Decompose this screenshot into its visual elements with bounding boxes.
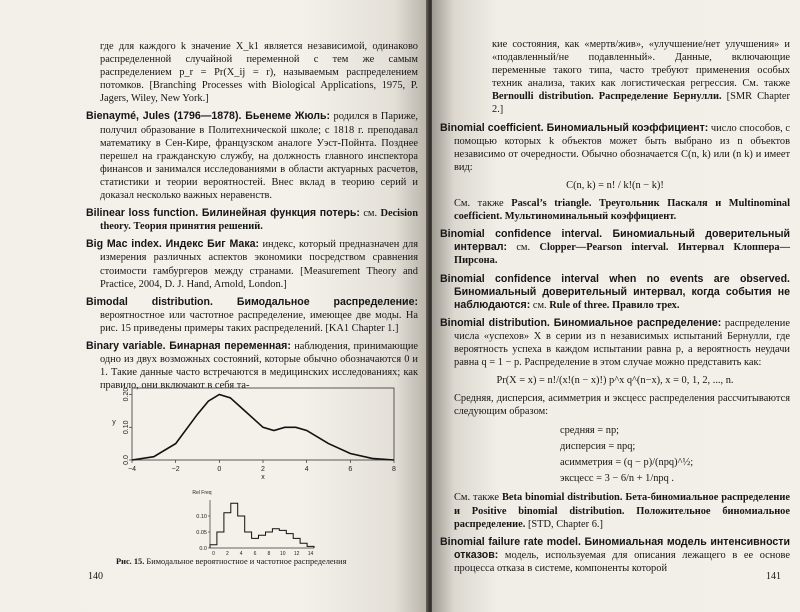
continuation-text: где для каждого k значение X_k1 является независимой, одинаково распределенной случайной переменной с тем же самым распределением p_r = Pr(X_ij = r), называемым распределением потомков. [Branching Processes with Biological Applications, 1975, P. Jagers, Wiley, New York.] (100, 41, 418, 105)
hist-step-outline (210, 503, 314, 548)
definition: родился в Париже, получил образование в Политехнической школе; с 1818 г. преподавал математику в Сен-Кире, французском аналоге Уэст-Пойнта. Позднее перешел на гражданскую службу, на должность главного инспектора финансов и занимался исследованиями в области актуарных расчетов, статистики и теории вероятностей. Внес вклад в теорию серий и доказал несколько важных неравенств. (100, 111, 418, 202)
entry-binomial-confidence-interval (440, 228, 790, 267)
hist-y-tick-label: 0.10 (196, 514, 207, 520)
entry-binomial-distribution (440, 317, 790, 369)
headword: Binomial failure rate model. Биномиальная модель интенсивности отказов: (440, 535, 790, 561)
stat-kurtosis: эксцесс = 3 − 6/n + 1/npq . (560, 473, 675, 485)
hist-y-tick-label: 0.05 (196, 530, 207, 536)
hist-x-tick-label: 10 (280, 551, 286, 557)
entry-big-mac (86, 238, 418, 290)
hist-bar (238, 516, 245, 548)
see-also-label: См. также (454, 492, 500, 504)
headword: Big Mac index. Индекс Биг Мака: (86, 238, 260, 251)
figure-caption (116, 557, 416, 566)
stats-intro: Средняя, дисперсия, асимметрия и эксцесс распределения рассчитываются следующим образом: (454, 393, 790, 418)
hist-bar (224, 513, 231, 548)
right-page (432, 0, 800, 612)
x-tick-label: 0 (217, 466, 222, 473)
hist-x-tick-label: 6 (253, 551, 257, 557)
definition: модель, используемая для описания лежащего в ее основе процесса отказа в системе, компоненты которой (454, 549, 790, 574)
entry-binomial-failure-rate (440, 536, 790, 575)
headword: Bimodal distribution. Бимодальное распределение: (86, 295, 418, 308)
headword: Binomial distribution. Биномиальное распределение: (440, 316, 722, 329)
bimodal-charts (98, 384, 414, 574)
y-tick-label: 0.10 (123, 420, 130, 435)
headword: Bienaymé, Jules (1796—1878). Бьенеме Жюль: (86, 110, 331, 123)
hist-bar (272, 529, 279, 548)
hist-bar (231, 503, 238, 548)
x-axis-label: x (261, 474, 265, 481)
y-tick-label: 0.0 (123, 455, 130, 465)
entry-bimodal (86, 296, 418, 335)
see-also-binomial-coefficient (440, 197, 790, 223)
hist-x-tick-label: 4 (239, 551, 243, 557)
stat-skewness: асимметрия = (q − p)/(npq)^½; (560, 457, 694, 469)
hist-bar (293, 538, 300, 548)
hist-x-tick-label: 8 (267, 551, 271, 557)
definition: число способов, с помощью которых k объектов может быть выбрано из n объектов независимо от очередности. Обычно обозначается C(n, k) или (n k) и имеет вид: (454, 122, 790, 173)
cross-reference: Bernoulli distribution. Распределение Бернулли. (492, 91, 722, 103)
hist-bar (259, 535, 266, 548)
density-curve (132, 395, 394, 461)
headword: Binomial confidence interval. Биномиальный доверительный интервал: (440, 228, 790, 254)
reference: [SMR Chapter 2.] (492, 91, 790, 116)
hist-bar (252, 538, 259, 548)
definition: см. (363, 208, 378, 220)
hist-bar (286, 534, 293, 548)
stat-variance: дисперсия = npq; (560, 441, 636, 453)
definition: вероятностное или частотное распределение, имеющее две моды. На рис. 15 приведены примеры таких распределений. [KA1 Chapter 1.] (100, 309, 418, 334)
entry-bilinear-loss (86, 207, 418, 233)
y-axis-label: y (112, 419, 116, 426)
definition: см. (516, 242, 531, 254)
caption-text: Бимодальное вероятностное и частотное распределения (146, 557, 347, 566)
x-tick-label: 2 (261, 466, 265, 473)
entry-bienayme (86, 110, 418, 202)
headword: Bilinear loss function. Билинейная функция потерь: (86, 207, 360, 220)
page-number-right: 141 (766, 571, 781, 582)
x-tick-label: 4 (304, 466, 309, 473)
hist-x-tick-label: 14 (307, 551, 314, 557)
cross-reference: Clopper—Pearson interval. Интервал Клоппера—Пирсона. (454, 242, 790, 267)
formula-binomial-pmf: Pr(X = x) = n!/(x!(n − x)!) p^x q^(n−x), x = 0, 1, 2, ..., n. (496, 375, 734, 387)
x-tick-label: −4 (128, 466, 136, 473)
hist-bar (300, 543, 307, 548)
hist-x-tick-label: 0 (212, 551, 215, 557)
reference: [STD, Chapter 6.] (527, 518, 603, 530)
hist-bar (265, 532, 272, 548)
formula-binomial-coefficient: C(n, k) = n! / k!(n − k)! (566, 179, 664, 191)
see-also-label: См. также (454, 198, 504, 210)
hist-y-axis-label: Rel Freq (192, 490, 212, 496)
x-tick-label: 8 (392, 466, 396, 473)
x-tick-label: −2 (171, 466, 180, 473)
hist-y-tick-label: 0.0 (199, 546, 207, 552)
cross-reference: Pascal’s triangle. Треугольник Паскаля и Multinominal coefficient. Мультиноминальный коэффициент. (454, 198, 790, 223)
headword: Binary variable. Бинарная переменная: (86, 339, 291, 352)
hist-x-tick-label: 12 (293, 551, 300, 557)
plot-frame (132, 388, 394, 460)
stat-mean: средняя = np; (560, 425, 620, 437)
definition: наблюдения, принимающие одно из двух возможных состояний, которые обычно обозначаются 0 и 1. Такие данные часто встречаются в медицинских исследованиях; как правило, они включают в себя та- (100, 340, 418, 392)
cross-reference: Rule of three. Правило трех. (549, 299, 680, 311)
definition: индекс, который предназначен для измерения различных аспектов экономики посредством сравнения стоимости гамбургеров между странами. [Measurement Theory and Practice, 2004, D. J. Hand, Arnold, London.] (100, 239, 418, 290)
hist-x-tick-label: 2 (225, 551, 229, 557)
hist-bar (279, 530, 286, 548)
x-tick-label: 6 (348, 466, 353, 473)
page-number-left: 140 (88, 571, 103, 582)
figure-15 (98, 384, 414, 574)
cross-reference: Beta binomial distribution. Бета-биномиальное распределение и Positive binomial distribution. Положительное биномиальное распределение. (454, 492, 790, 530)
y-tick-label: 0.20 (123, 387, 130, 402)
headword: Binomial confidence interval when no events are observed. Биномиальный доверительный интервал, когда события не наблюдаются: (440, 272, 790, 311)
headword: Binomial coefficient. Биномиальный коэффициент: (440, 121, 709, 134)
hist-bar (245, 532, 252, 548)
caption-label: Рис. 15. (116, 557, 145, 566)
entry-no-events-observed (440, 273, 790, 312)
entry-binomial-coefficient (440, 122, 790, 174)
definition: см. (532, 299, 547, 311)
hist-bar (217, 532, 224, 548)
definition: распределение числа «успехов» X в серии из n независимых испытаний Бернулли, где вероятность успеха в каждом испытании равна p, а вероятность неудачи равна q = 1 − p. Распределение в этом случае можно представить как: (454, 317, 790, 369)
stats-formulas (440, 423, 790, 487)
see-also-binomial-distribution (440, 491, 790, 530)
continuation-body: кие состояния, как «мертв/жив», «улучшение/нет улучшения» и «подавленный/не подавленный». Данные, включающие переменные такого типа, часто требуют применения особых техник анализа, таких как логистическая регрессия. См. также (492, 39, 790, 90)
cross-reference: Decision theory. Теория принятия решений. (100, 208, 418, 233)
continuation-text (440, 38, 790, 117)
